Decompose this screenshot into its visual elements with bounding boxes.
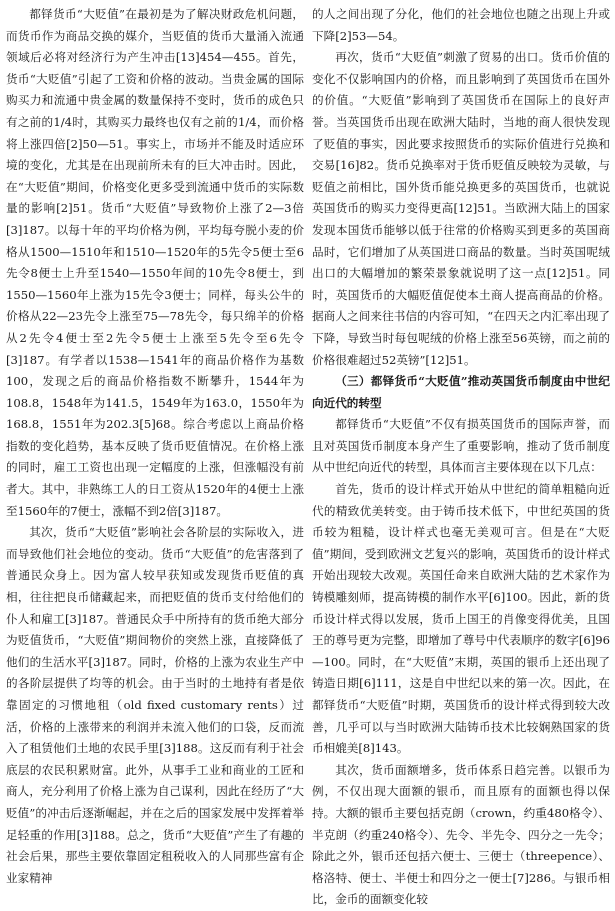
section-heading: （三）都铎货币“大贬值”推动英国货币制度由中世纪向近代的转型 [312,374,610,410]
paragraph-continuation: 的人之间出现了分化，他们的社会地位也随之出现上升或下降[2]53—54。 [312,7,610,43]
paragraph-export-stimulus: 再次，货币“大贬值”刺激了贸易的出口。货币价值的变化不仅影响国内的价格，而且影响到了英国货币在国外的价值。“大贬值”影响到了英国货币在国际上的良好声誉。当英国货币出现在欧洲大陆时，当地的商人很快发现了贬值的事实，因此要求按照货币的实际价值进行兑换和交易[16]82。货币兑换率对于货币贬值反映较为灵敏，与贬值之前相比，国外货币能兑换更多的英国货币，也就说英国货币的购买力变得更高[12]51。当欧洲大陆上的国家发现本国货币能够以低于往常的价格购买到更多的英国商品时，它们增加了从英国进口商品的数量。当时英国呢绒出口的大幅增加的繁荣景象就说明了这一点[12]51。同时，英国货币的大幅贬值促使本土商人提高商品的价格。据商人之间来往书信的内容可知，“在四天之内汇率出现了下降，导致当时每包呢绒的价格上涨至56英镑，而之前的价格很难超过52英镑”[12]51。 [312,50,610,367]
paragraph-monetary-transition: 都铎货币“大贬值”不仅有损英国货币的国际声誉，而且对英国货币制度本身产生了重要影响，推动了货币制度从中世纪向近代的转型，具体而言主要体现在以下几点： [312,417,610,475]
left-column [6,4,304,889]
paragraph-denominations: 其次，货币面额增多，货币体系日趋完善。以银币为例，不仅出现大面额的银币，而且原有的面额也得以保持。大额的银币主要包括克朗（crown，约重480格令）、半克朗（约重240格令）、先令、半先令、四分之一先令；除此之外，银币还包括六便士、三便士（threepence）、格洛特、便士、半便士和四分之一便士[7]286。与银币相比，金币的面额变化较 [312,762,610,907]
paragraph-coin-design: 首先，货币的设计样式开始从中世纪的简单粗糙向近代的精致优美转变。由于铸币技术低下，中世纪英国的货币较为粗糙，设计样式也毫无美观可言。但是在“大贬值”期间，受到欧洲文艺复兴的影响，英国货币的设计样式开始出现较大改观。英国任命来自欧洲大陆的艺术家作为铸模雕刻师，提高铸模的制作水平[6]100。因此，新的货币设计样式得以发展，货币上国王的肖像变得优美，且国王的尊号更为完整，即增加了尊号中代表顺序的数字[6]96—100。同时，在“大贬值”末期，英国的银币上还出现了铸造日期[6]111，这是自中世纪以来的第一次。因此，在都铎货币“大贬值”时期，英国货币的设计样式得到较大改善，几乎可以与当时欧洲大陆铸币技术比较娴熟国家的货币相媲美[8]143。 [312,482,610,756]
right-column [312,4,610,911]
paragraph-price-wage-effects: 都铎货币“大贬值”在最初是为了解决财政危机问题，而货币作为商品交换的媒介，当贬值的货币大量涌入流通领域后必将对经济行为产生冲击[13]454—455。首先，货币“大贬值”引起了工资和价格的波动。当贵金属的国际购买力和流通中贵金属的数量保持不变时，货币的成色只有之前的1/4时，其购买力最终也仅有之前的1/4，而价格将上涨四倍[2]50—51。事实上，市场并不能及时适应环境的变化，尤其是在出现前所未有的巨大冲击时。因此，在“大贬值”期间，价格变化更多受到流通中货币的实际数量的影响[2]51。货币“大贬值”导致物价上涨了2—3倍[3]187。以每十年的平均价格为例，平均每夸脱小麦的价格从1500—1510年和1510—1520年的5先令5便士至6先令8便士上升至1540—1550年间的10先令8便士，到1550—1560年上涨为15先令3便士；同样，每头公牛的价格从22—23先令上涨至75—78先令，每只绵羊的价格从2先令4便士至2先令5便士上涨至5先令至6先令[3]187。有学者以1538—1541年的商品价格作为基数100，发现之后的商品价格指数不断攀升，1544年为108.8，1548年为141.5，1549年为163.0，1550年为168.8，1551年为202.3[5]68。综合考虑以上商品价格指数的变化趋势，基本反映了货币贬值情况。在价格上涨的同时，雇工工资也出现一定幅度的上涨，但涨幅没有前者大。其中，非熟练工人的日工资从1520年的4便士上涨至1560年的7便士，涨幅不到2倍[3]187。 [6,7,304,518]
paragraph-social-class-effects: 其次，货币“大贬值”影响社会各阶层的实际收入，进而导致他们社会地位的变动。货币“大贬值”的危害落到了普通民众身上。因为富人较早获知或发现货币贬值的真相，往往把良币储藏起来，而把贬值的货币支付给他们的仆人和雇工[3]187。普通民众手中所持有的货币绝大部分为贬值货币，“大贬值”期间物价的突然上涨，直接降低了他们的生活水平[3]187。同时，价格的上涨为农业生产中的各阶层提供了均等的机会。由于当时的土地持有者是依靠固定的习惯地租（old fixed customary rents）过活，价格的上涨带来的利润并未流入他们的口袋，反而流入了租赁他们土地的农民手里[3]188。这反而有利于社会底层的农民积累财富。此外，从事手工业和商业的工匠和商人，充分利用了价格上涨为自己谋利，因此在经历了“大贬值”的冲击后逐渐崛起，并在之后的国家发展中发挥着举足轻重的作用[3]188。总之，货币“大贬值”产生了有趣的社会后果，那些主要依靠固定租税收入的人同那些富有企业家精神 [6,525,304,885]
